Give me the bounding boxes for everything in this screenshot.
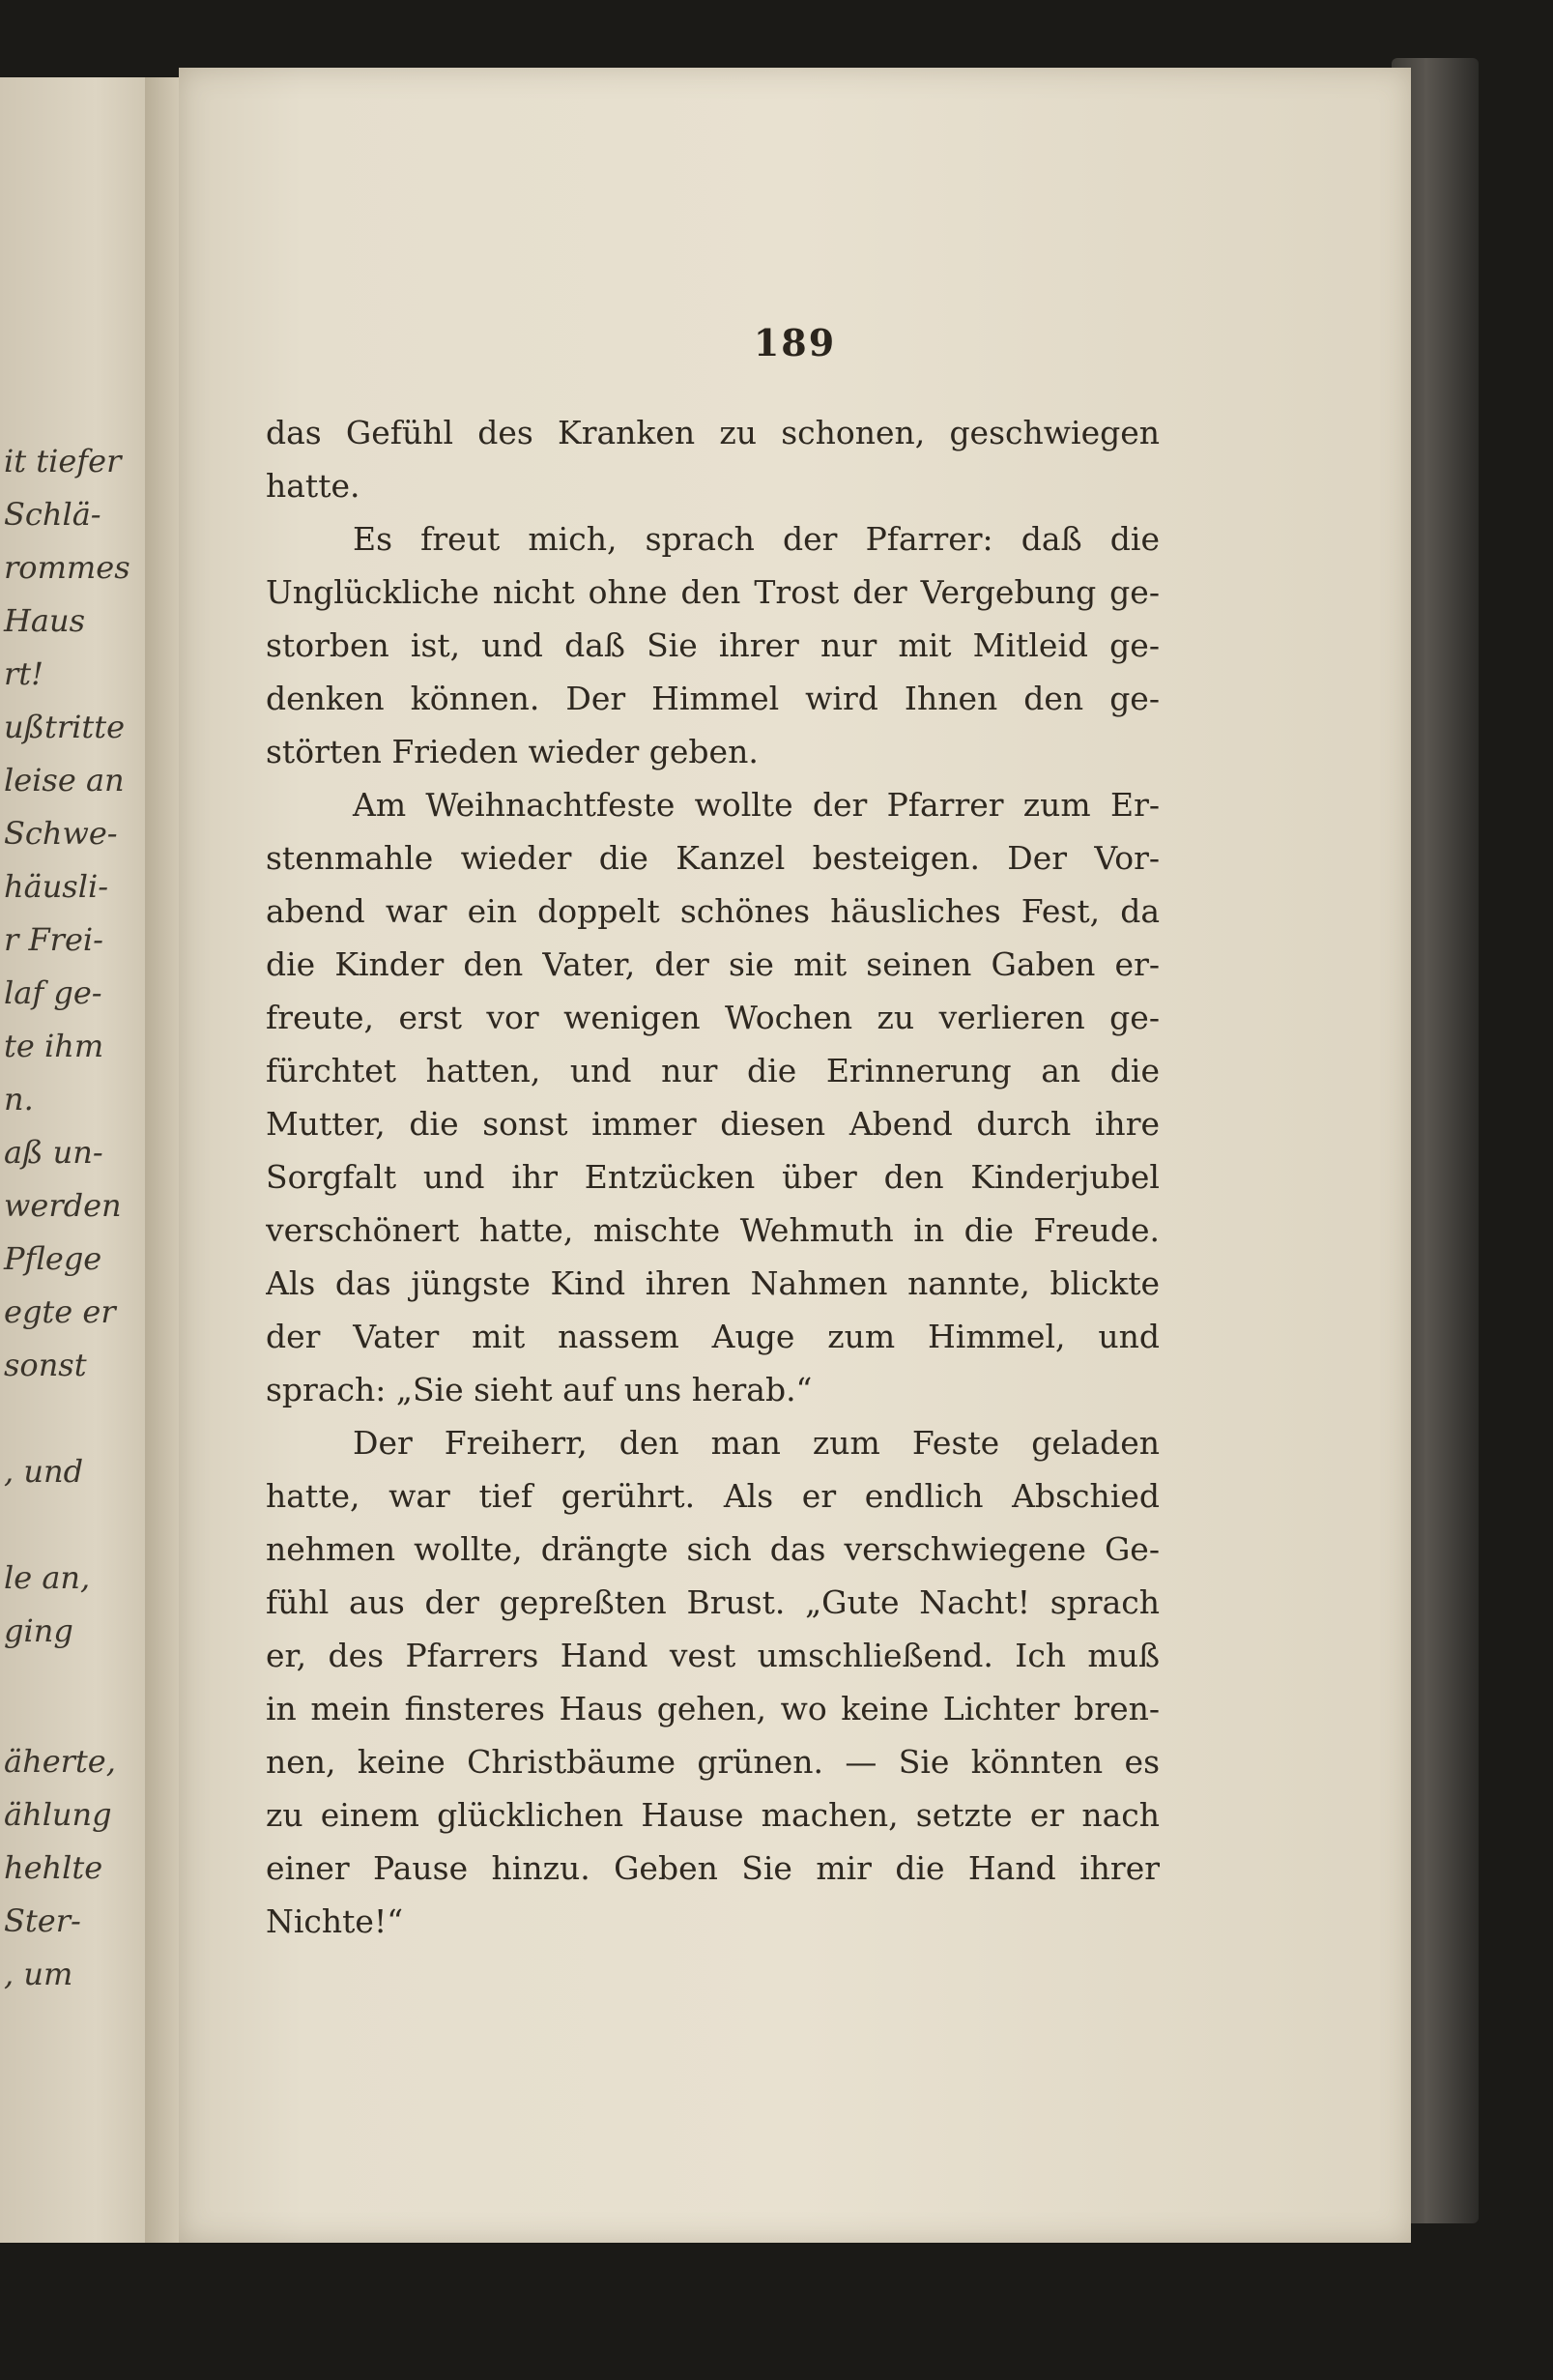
left-page-fragment: sonst xyxy=(4,1347,87,1383)
left-page-fragment: häusli- xyxy=(4,868,108,905)
left-page-fragment: Ster- xyxy=(4,1902,81,1939)
text-line: Der Freiherr, den man zum Feste geladen xyxy=(353,1424,1160,1462)
left-page-fragment: hehlte xyxy=(4,1849,103,1886)
left-page-fragment: , und xyxy=(4,1453,84,1490)
left-page-fragment: rt! xyxy=(4,655,44,692)
text-line: Sorgfalt und ihr Entzücken über den Kinderjubel xyxy=(266,1158,1160,1196)
left-page-fragment: r Frei- xyxy=(4,921,103,958)
text-line: hatte, war tief gerührt. Als er endlich Abschied xyxy=(266,1477,1160,1515)
text-line: die Kinder den Vater, der sie mit seinen Gaben er- xyxy=(266,945,1160,983)
left-page-fragment: ählung xyxy=(4,1796,112,1833)
text-line: denken können. Der Himmel wird Ihnen den ge- xyxy=(266,680,1160,717)
text-line: Unglückliche nicht ohne den Trost der Vergebung ge- xyxy=(266,573,1160,611)
left-page-fragment: , um xyxy=(4,1956,73,1992)
text-line: sprach: „Sie sieht auf uns herab.“ xyxy=(266,1371,813,1408)
left-page-fragment: ußtritte xyxy=(4,709,126,745)
left-page-fragment: laf ge- xyxy=(4,974,102,1011)
left-page-fragment: äherte, xyxy=(4,1743,116,1780)
left-page-fragment: egte er xyxy=(4,1293,116,1330)
text-line: stenmahle wieder die Kanzel besteigen. Der Vor- xyxy=(266,839,1160,877)
left-page-fragment: n. xyxy=(4,1081,34,1117)
text-line: verschönert hatte, mischte Wehmuth in die Freude. xyxy=(266,1211,1160,1249)
left-page-fragment: Haus xyxy=(4,602,86,639)
text-line: einer Pause hinzu. Geben Sie mir die Hand ihrer xyxy=(266,1849,1160,1887)
left-page-fragment: Pflege xyxy=(4,1240,102,1277)
text-line: freute, erst vor wenigen Wochen zu verlieren ge- xyxy=(266,999,1160,1036)
left-page-fragment: aß un- xyxy=(4,1134,103,1171)
text-line: er, des Pfarrers Hand vest umschließend. Ich muß xyxy=(266,1637,1160,1674)
right-page xyxy=(179,68,1411,2243)
page-number: 189 xyxy=(753,321,837,364)
left-page-fragment: werden xyxy=(4,1187,122,1224)
left-page-fragment: Schlä- xyxy=(4,496,101,533)
text-line: der Vater mit nassem Auge zum Himmel, und xyxy=(266,1318,1160,1355)
left-page-fragment: rommes xyxy=(4,549,130,586)
text-line: das Gefühl des Kranken zu schonen, geschwiegen xyxy=(266,414,1160,451)
left-page-fragment: ging xyxy=(4,1612,73,1649)
left-page-fragment: Schwe- xyxy=(4,815,118,852)
text-line: zu einem glücklichen Hause machen, setzte er nach xyxy=(266,1796,1160,1834)
left-page-fragment: leise an xyxy=(4,762,125,798)
book-gutter xyxy=(145,77,184,2243)
text-line: Es freut mich, sprach der Pfarrer: daß die xyxy=(353,520,1160,558)
left-page-fragment: le an, xyxy=(4,1559,91,1596)
left-page-fragment: it tiefer xyxy=(4,443,122,479)
text-line: Nichte!“ xyxy=(266,1902,404,1940)
text-line: in mein finsteres Haus gehen, wo keine Lichter bren- xyxy=(266,1690,1160,1727)
text-line: Am Weihnachtfeste wollte der Pfarrer zum Er- xyxy=(353,786,1160,824)
text-line: störten Frieden wieder geben. xyxy=(266,733,759,770)
text-line: fürchtet hatten, und nur die Erinnerung an die xyxy=(266,1052,1160,1089)
body-text xyxy=(266,406,1160,1948)
text-line: fühl aus der gepreßten Brust. „Gute Nacht! sprach xyxy=(266,1583,1160,1621)
text-line: abend war ein doppelt schönes häusliches Fest, da xyxy=(266,892,1160,930)
text-line: nehmen wollte, drängte sich das verschwiegene Ge- xyxy=(266,1530,1160,1568)
text-line: Als das jüngste Kind ihren Nahmen nannte, blickte xyxy=(266,1264,1160,1302)
left-page-fragment: te ihm xyxy=(4,1028,104,1064)
text-line: Mutter, die sonst immer diesen Abend durch ihre xyxy=(266,1105,1160,1143)
text-line: hatte. xyxy=(266,467,360,505)
text-line: storben ist, und daß Sie ihrer nur mit Mitleid ge- xyxy=(266,626,1160,664)
text-line: nen, keine Christbäume grünen. — Sie könnten es xyxy=(266,1743,1160,1781)
